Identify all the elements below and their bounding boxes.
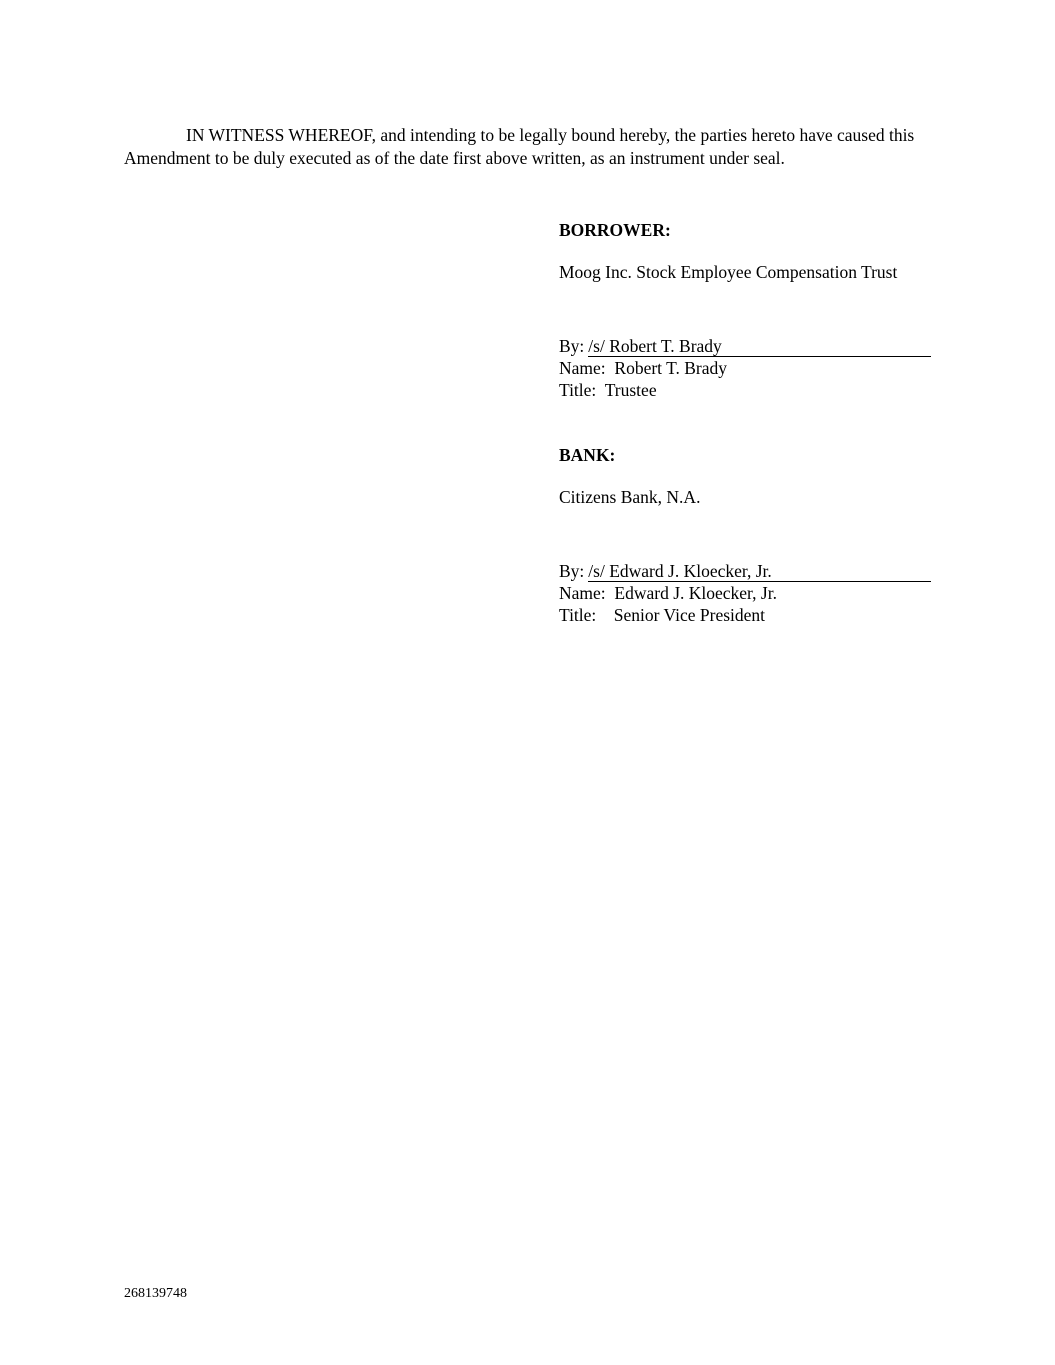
bank-by-label: By:: [559, 561, 585, 581]
witness-text: IN WITNESS WHEREOF, and intending to be legally bound hereby, the parties hereto have caused this Amendment to be duly executed as of the date first above written, as an instrument under seal.: [124, 125, 915, 168]
bank-heading: BANK:: [559, 445, 616, 465]
borrower-signature: /s/ Robert T. Brady: [588, 337, 931, 357]
bank-signature: /s/ Edward J. Kloecker, Jr.: [588, 562, 931, 582]
document-id: 268139748: [124, 1286, 187, 1301]
borrower-signatory-title: Title: Trustee: [559, 380, 657, 400]
bank-signature-line: [559, 560, 931, 582]
borrower-signatory-name: Name: Robert T. Brady: [559, 358, 727, 378]
witness-paragraph: [124, 124, 934, 170]
borrower-by-label: By:: [559, 336, 585, 356]
borrower-signature-line: [559, 335, 931, 357]
borrower-party-name: Moog Inc. Stock Employee Compensation Trust: [559, 262, 898, 282]
borrower-signature-block: [559, 219, 949, 401]
borrower-heading: BORROWER:: [559, 220, 671, 240]
bank-signatory-title: Title: Senior Vice President: [559, 605, 766, 625]
bank-signatory-name: Name: Edward J. Kloecker, Jr.: [559, 583, 777, 603]
bank-signature-block: [559, 444, 949, 626]
bank-party-name: Citizens Bank, N.A.: [559, 487, 701, 507]
